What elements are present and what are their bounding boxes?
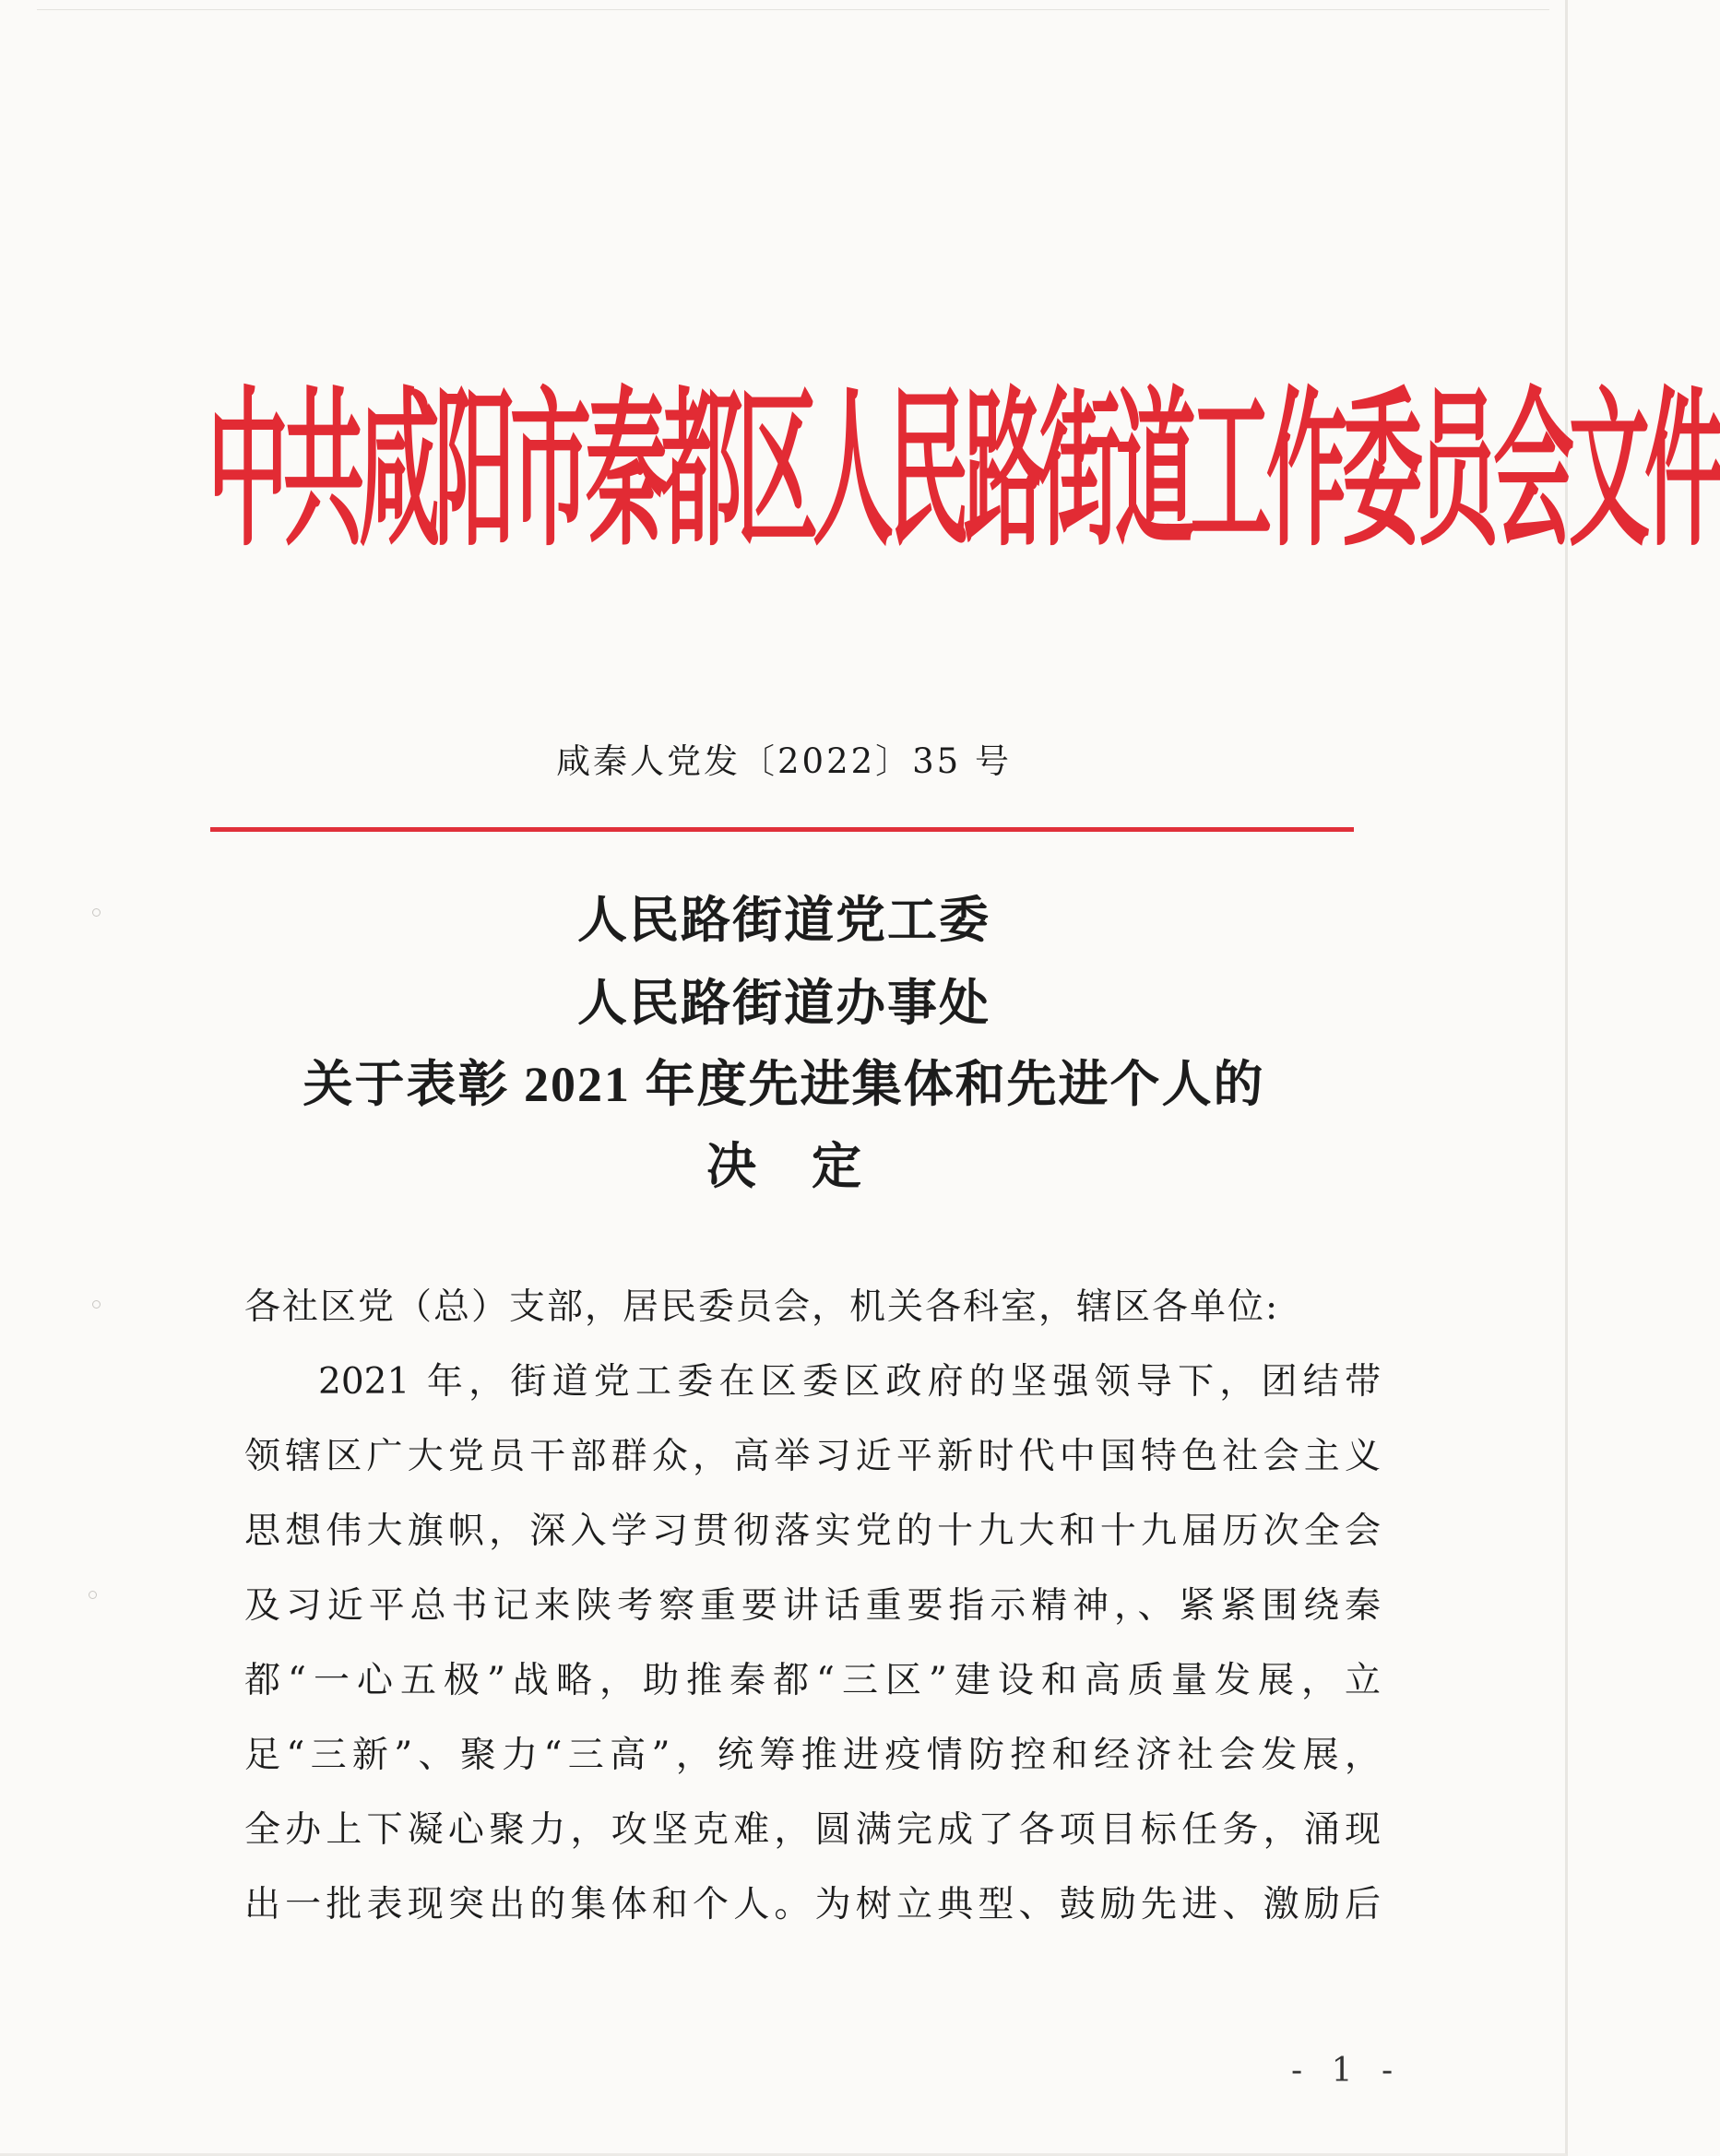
body-text-line: 2021 年，街道党工委在区委区政府的坚强领导下，团结带 [318,1361,1381,1403]
scan-speck [92,1300,101,1309]
body-text-line: 领辖区广大党员干部群众，高举习近平新时代中国特色社会主义 [244,1436,1381,1477]
body-text-line: 思想伟大旗帜，深入学习贯彻落实党的十九大和十九届历次全会 [244,1510,1381,1552]
body-text-line: 都“一心五极”战略，助推秦都“三区”建设和高质量发展，立 [244,1660,1381,1701]
title-issuer-office: 人民路街道办事处 [577,976,990,1031]
body-text-line: 出一批表现突出的集体和个人。为树立典型、鼓励先进、激励后 [244,1884,1381,1925]
scan-speck [89,1591,97,1599]
body-text-line: 全办上下凝心聚力，攻坚克难，圆满完成了各项目标任务，涌现 [244,1809,1381,1851]
masthead-title: 中共咸阳市秦都区人民路街道工作委员会文件 [208,380,1720,568]
document-number: 咸秦人党发〔2022〕35 号 [555,741,1012,781]
scan-top-edge [37,9,1549,10]
page-number: - 1 - [1291,2052,1403,2090]
title-issuer-party-committee: 人民路街道党工委 [577,893,990,948]
title-decision: 决定 [706,1139,917,1194]
title-subject: 关于表彰 2021 年度先进集体和先进个人的 [302,1057,1265,1112]
red-divider-rule [210,827,1354,832]
body-text-line: 足“三新”、聚力“三高”，统筹推进疫情防控和经济社会发展， [244,1735,1381,1776]
addressee-line: 各社区党（总）支部，居民委员会，机关各科室，辖区各单位: [244,1286,1280,1328]
body-text-line: 及习近平总书记来陕考察重要讲话重要指示精神，、紧紧围绕秦 [244,1585,1381,1627]
